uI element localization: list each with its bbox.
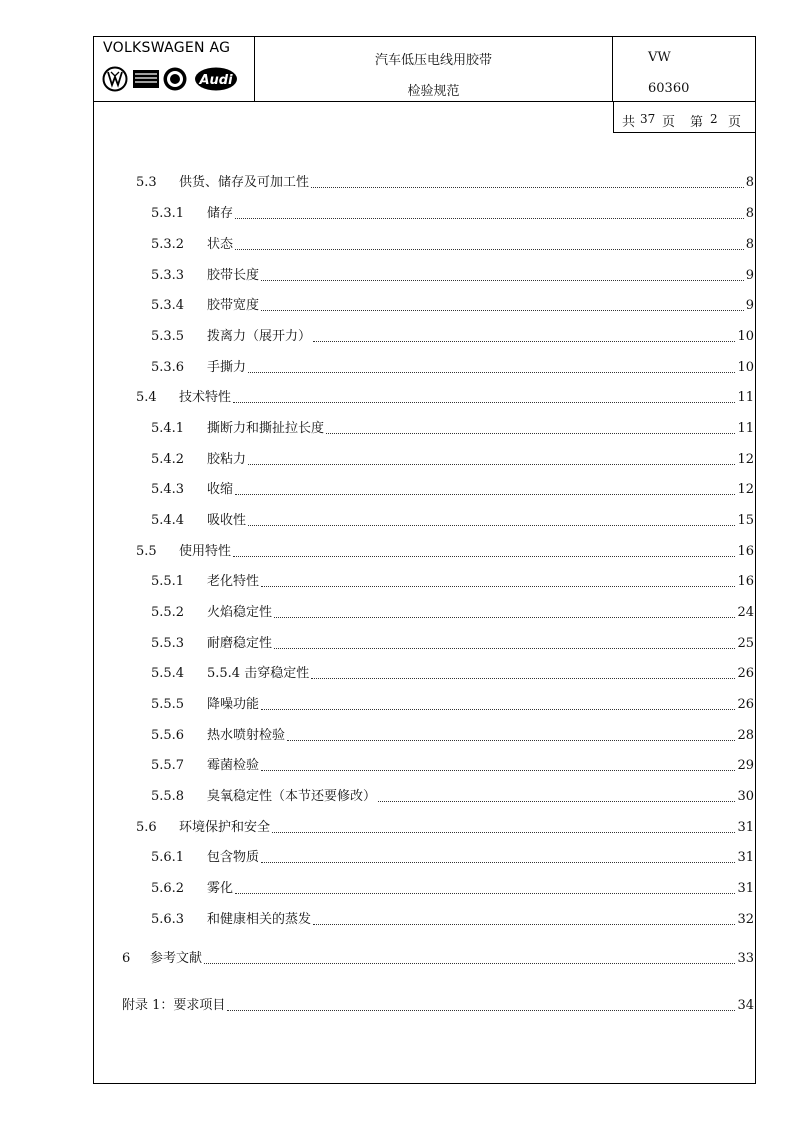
toc-page-number: 34 — [737, 998, 754, 1013]
audi-logo-icon — [195, 68, 237, 91]
toc-number: 5.3 — [136, 175, 157, 190]
toc-entry[interactable] — [151, 267, 754, 285]
standard-number: 60360 — [648, 81, 690, 96]
toc-page-number: 24 — [737, 605, 754, 620]
toc-page-number: 10 — [737, 360, 754, 375]
toc-number: 5.3.1 — [151, 206, 185, 221]
company-name: VOLKSWAGEN AG — [103, 40, 231, 56]
toc-page-number: 29 — [737, 758, 754, 773]
page-current-suffix: 页 — [728, 115, 742, 130]
toc-number: 5.5.1 — [151, 574, 185, 589]
toc-title: 供货、储存及可加工性 — [179, 175, 310, 190]
toc-title: 拨离力（展开力） — [207, 329, 312, 344]
toc-title: 吸收性 — [207, 513, 247, 528]
toc-dot-leader — [248, 359, 735, 373]
toc-dot-leader — [274, 635, 735, 649]
skoda-logo-icon — [164, 68, 187, 91]
toc-title: 热水喷射检验 — [207, 728, 286, 743]
toc-page-number: 11 — [737, 421, 754, 436]
toc-page-number: 26 — [737, 666, 754, 681]
toc-entry[interactable] — [136, 174, 754, 192]
toc-entry[interactable] — [151, 512, 754, 530]
toc-page-number: 33 — [737, 951, 754, 966]
company-cell — [93, 36, 255, 101]
toc-dot-leader — [313, 911, 735, 925]
toc-dot-leader — [235, 880, 735, 894]
toc-number: 5.3.3 — [151, 268, 185, 283]
toc-entry[interactable] — [151, 849, 754, 867]
toc-entry[interactable] — [151, 328, 754, 346]
seat-logo-icon — [133, 70, 159, 88]
toc-entry[interactable] — [151, 757, 754, 775]
toc-title: 霉菌检验 — [207, 758, 260, 773]
toc-entry[interactable] — [136, 543, 754, 561]
toc-page-number: 15 — [737, 513, 754, 528]
document-title: 汽车低压电线用胶带 — [374, 53, 492, 68]
toc-entry[interactable] — [151, 236, 754, 254]
toc-number: 5.5.7 — [151, 758, 185, 773]
toc-dot-leader — [227, 997, 735, 1011]
toc-number: 5.5.8 — [151, 789, 185, 804]
toc-entry[interactable] — [151, 297, 754, 315]
toc-title: 撕断力和撕扯拉长度 — [207, 421, 325, 436]
toc-dot-leader — [204, 950, 735, 964]
toc-entry[interactable] — [151, 451, 754, 469]
toc-entry[interactable] — [122, 997, 754, 1015]
toc-dot-leader — [261, 849, 735, 863]
toc-page-number: 25 — [737, 636, 754, 651]
toc-entry[interactable] — [151, 665, 754, 683]
toc-title: 附录 1：要求项目 — [122, 998, 226, 1013]
toc-dot-leader — [261, 297, 744, 311]
toc-page-number: 8 — [745, 237, 754, 252]
toc-dot-leader — [248, 451, 735, 465]
toc-title: 收缩 — [207, 482, 234, 497]
toc-page-number: 31 — [737, 820, 754, 835]
toc-title: 降噪功能 — [207, 697, 260, 712]
toc-dot-leader — [261, 573, 735, 587]
toc-number: 5.6 — [136, 820, 157, 835]
title-cell — [255, 36, 613, 101]
toc-title: 手撕力 — [207, 360, 247, 375]
toc-dot-leader — [311, 665, 735, 679]
toc-dot-leader — [311, 174, 744, 188]
toc-title: 包含物质 — [207, 850, 260, 865]
toc-title: 耐磨稳定性 — [207, 636, 273, 651]
toc-page-number: 12 — [737, 452, 754, 467]
toc-title: 胶带宽度 — [207, 298, 260, 313]
toc-number: 5.5.4 — [151, 666, 185, 681]
toc-number: 5.3.5 — [151, 329, 185, 344]
toc-page-number: 8 — [745, 175, 754, 190]
toc-dot-leader — [235, 236, 744, 250]
toc-page-number: 30 — [737, 789, 754, 804]
toc-entry[interactable] — [122, 950, 754, 968]
toc-page-number: 8 — [745, 206, 754, 221]
code-cell — [613, 36, 756, 101]
toc-number: 5.5.5 — [151, 697, 185, 712]
toc-dot-leader — [261, 696, 735, 710]
toc-title: 5.5.4 击穿稳定性 — [207, 666, 310, 681]
toc-entry[interactable] — [151, 880, 754, 898]
toc-dot-leader — [261, 267, 744, 281]
toc-number: 5.6.3 — [151, 912, 185, 927]
toc-number: 6 — [122, 951, 131, 966]
toc-number: 5.5 — [136, 544, 157, 559]
toc-title: 和健康相关的蒸发 — [207, 912, 312, 927]
toc-page-number: 28 — [737, 728, 754, 743]
toc-entry[interactable] — [151, 604, 754, 622]
toc-dot-leader — [235, 205, 744, 219]
toc-page-number: 12 — [737, 482, 754, 497]
toc-page-number: 26 — [737, 697, 754, 712]
toc-number: 5.3.4 — [151, 298, 185, 313]
document-header — [93, 36, 756, 102]
toc-title: 参考文献 — [150, 951, 203, 966]
toc-dot-leader — [313, 328, 735, 342]
toc-title: 使用特性 — [179, 544, 232, 559]
page-total-suffix: 页 — [662, 115, 676, 130]
toc-title: 火焰稳定性 — [207, 605, 273, 620]
toc-page-number: 9 — [745, 268, 754, 283]
toc-entry[interactable] — [151, 635, 754, 653]
document-subtitle: 检验规范 — [407, 84, 460, 99]
toc-number: 5.5.6 — [151, 728, 185, 743]
page-current: 2 — [710, 112, 718, 126]
toc-dot-leader — [248, 512, 735, 526]
toc-entry[interactable] — [151, 481, 754, 499]
toc-title: 胶带长度 — [207, 268, 260, 283]
toc-dot-leader — [378, 788, 735, 802]
toc-title: 老化特性 — [207, 574, 260, 589]
page-info — [613, 102, 756, 133]
toc-entry[interactable] — [151, 359, 754, 377]
toc-number: 5.6.2 — [151, 881, 185, 896]
toc-number: 5.3.6 — [151, 360, 185, 375]
toc-entry[interactable] — [151, 420, 754, 438]
vw-logo-icon — [104, 68, 127, 91]
toc-entry[interactable] — [151, 911, 754, 929]
toc-title: 胶粘力 — [207, 452, 247, 467]
toc-dot-leader — [326, 420, 735, 434]
toc-dot-leader — [287, 727, 735, 741]
toc-number: 5.6.1 — [151, 850, 185, 865]
toc-title: 环境保护和安全 — [179, 820, 271, 835]
toc-number: 5.4.3 — [151, 482, 185, 497]
toc-page-number: 11 — [737, 390, 754, 405]
toc-entry[interactable] — [136, 819, 754, 837]
standard-name: VW — [648, 50, 671, 65]
toc-number: 5.4.4 — [151, 513, 185, 528]
toc-page-number: 32 — [737, 912, 754, 927]
toc-page-number: 16 — [737, 544, 754, 559]
toc-entry[interactable] — [151, 573, 754, 591]
brand-logos — [102, 66, 242, 92]
page-total: 37 — [640, 112, 656, 126]
toc-number: 5.4.2 — [151, 452, 185, 467]
toc-dot-leader — [261, 757, 735, 771]
toc-title: 状态 — [207, 237, 234, 252]
toc-entry[interactable] — [151, 696, 754, 714]
toc-entry[interactable] — [151, 788, 754, 806]
toc-dot-leader — [272, 819, 735, 833]
toc-dot-leader — [274, 604, 735, 618]
toc-title: 储存 — [207, 206, 234, 221]
page-current-prefix: 第 — [690, 115, 704, 130]
toc-dot-leader — [233, 389, 735, 403]
toc-page-number: 9 — [745, 298, 754, 313]
toc-dot-leader — [235, 481, 735, 495]
toc-title: 雾化 — [207, 881, 234, 896]
svg-text:Audi: Audi — [199, 73, 233, 88]
toc-title: 臭氧稳定性（本节还要修改） — [207, 789, 377, 804]
toc-page-number: 10 — [737, 329, 754, 344]
toc-number: 5.4.1 — [151, 421, 185, 436]
toc-number: 5.4 — [136, 390, 157, 405]
page-total-prefix: 共 — [622, 115, 636, 130]
toc-entry[interactable] — [151, 727, 754, 745]
toc-page-number: 31 — [737, 850, 754, 865]
toc-number: 5.3.2 — [151, 237, 185, 252]
toc-entry[interactable] — [151, 205, 754, 223]
toc-number: 5.5.3 — [151, 636, 185, 651]
toc-title: 技术特性 — [179, 390, 232, 405]
toc-page-number: 31 — [737, 881, 754, 896]
toc-page-number: 16 — [737, 574, 754, 589]
toc-entry[interactable] — [136, 389, 754, 407]
toc-number: 5.5.2 — [151, 605, 185, 620]
toc-dot-leader — [233, 543, 735, 557]
